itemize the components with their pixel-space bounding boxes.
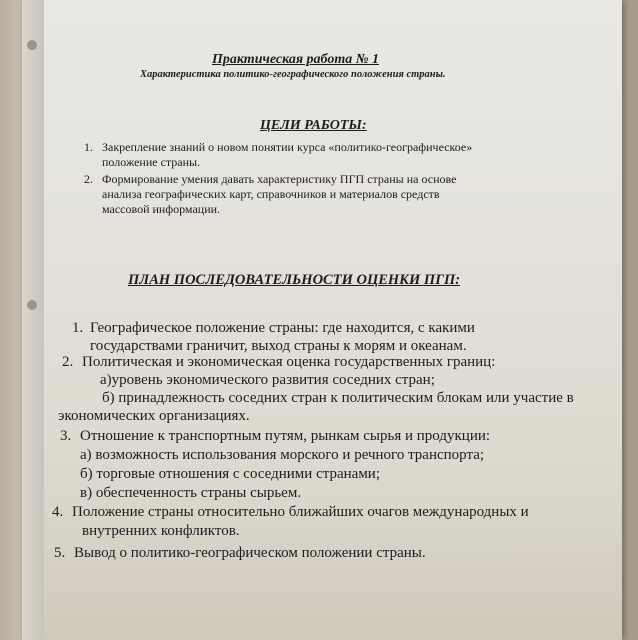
paper-sheet xyxy=(22,0,622,640)
plan-number: 4. xyxy=(52,504,64,520)
plan-3-sub-a: а) возможность использования морского и речного транспорта; xyxy=(80,447,485,463)
plan-3-sub-c: в) обеспеченность страны сырьем. xyxy=(80,485,302,501)
goals-heading: ЦЕЛИ РАБОТЫ: xyxy=(260,118,367,133)
plan-3-line: Отношение к транспортным путям, рынкам сырья и продукции: xyxy=(80,428,491,444)
plan-2-sub-b: б) принадлежность соседних стран к политическим блокам или участие в xyxy=(102,390,574,406)
plan-1-line: государствами граничит, выход страны к морям и океанам. xyxy=(90,338,467,354)
plan-5-line: Вывод о политико-географическом положении страны. xyxy=(74,545,426,561)
goal-2-line: массовой информации. xyxy=(102,202,221,216)
plan-3-sub-b: б) торговые отношения с соседними странами; xyxy=(80,466,380,482)
document-subtitle: Характеристика политико-географического положения страны. xyxy=(140,69,446,80)
document-title: Практическая работа № 1 xyxy=(212,52,380,67)
goal-2-line: Формирование умения давать характеристику ПГП страны на основе xyxy=(102,172,457,186)
plan-4-line: Положение страны относительно ближайших очагов международных и xyxy=(72,504,529,520)
plan-1-line: Географическое положение страны: где находится, с какими xyxy=(90,320,475,336)
goal-2-line: анализа географических карт, справочников и материалов средств xyxy=(102,187,440,201)
goal-1-line: положение страны. xyxy=(102,155,201,169)
plan-number: 1. xyxy=(72,320,84,336)
plan-2-sub-a: а)уровень экономического развития соседних стран; xyxy=(100,372,435,388)
plan-2-line: Политическая и экономическая оценка государственных границ: xyxy=(82,354,496,370)
punch-hole xyxy=(27,40,37,50)
plan-number: 3. xyxy=(60,428,72,444)
plan-4-line: внутренних конфликтов. xyxy=(82,523,240,539)
goal-1-line: Закрепление знаний о новом понятии курса «политико-географическое» xyxy=(102,140,473,154)
punch-hole xyxy=(27,300,37,310)
plan-2-sub-b-cont: экономических организациях. xyxy=(58,408,250,424)
plan-number: 2. xyxy=(62,354,74,370)
plan-heading: ПЛАН ПОСЛЕДОВАТЕЛЬНОСТИ ОЦЕНКИ ПГП: xyxy=(128,272,461,288)
goal-number: 1. xyxy=(84,140,93,154)
binder-strip xyxy=(22,0,44,640)
plan-number: 5. xyxy=(54,545,66,561)
goal-number: 2. xyxy=(84,172,93,186)
